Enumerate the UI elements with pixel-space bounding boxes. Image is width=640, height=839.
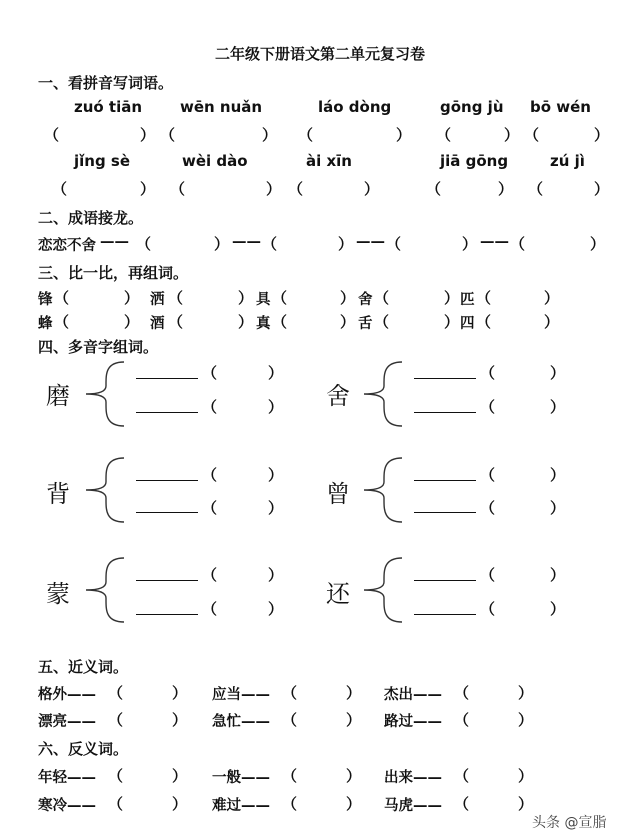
answer-close: ） (498, 180, 514, 198)
answer-close: ） (518, 767, 534, 785)
answer-open: （ (54, 313, 70, 331)
polyphone-char: 蒙 (46, 580, 70, 608)
answer-open: （ (202, 398, 218, 416)
answer-close: ） (140, 126, 156, 144)
answer-blank[interactable] (136, 614, 198, 615)
antonym-word: 马虎—— (384, 798, 442, 814)
pinyin-6: jǐng sè (74, 152, 131, 170)
answer-close: ） (346, 684, 362, 702)
answer-close: ） (594, 180, 610, 198)
answer-open: （ (454, 684, 470, 702)
idiom-dash: —— (232, 234, 261, 250)
answer-close: ） (268, 600, 284, 618)
answer-open: （ (528, 180, 544, 198)
answer-close: ） (504, 126, 520, 144)
answer-open: （ (202, 600, 218, 618)
answer-open: （ (288, 180, 304, 198)
answer-open: （ (374, 313, 390, 331)
answer-close: ） (340, 289, 356, 307)
polyphone-char: 背 (46, 480, 70, 508)
answer-blank[interactable] (136, 580, 198, 581)
idiom-dash: —— (480, 234, 509, 250)
answer-close: ） (340, 313, 356, 331)
idiom-dash: —— (100, 234, 129, 250)
answer-close: ） (444, 289, 460, 307)
answer-close: ） (214, 235, 230, 253)
answer-blank[interactable] (414, 480, 476, 481)
polyphone-char: 舍 (326, 382, 350, 410)
answer-open: （ (454, 795, 470, 813)
answer-close: ） (518, 684, 534, 702)
antonym-word: 难过—— (212, 798, 270, 814)
answer-close: ） (396, 126, 412, 144)
answer-open: （ (160, 126, 176, 144)
answer-close: ） (518, 795, 534, 813)
polyphone-char: 磨 (46, 382, 70, 410)
answer-blank[interactable] (136, 512, 198, 513)
answer-open: （ (202, 364, 218, 382)
pinyin-5: bō wén (530, 98, 591, 116)
compare-char: 四 (460, 316, 475, 332)
answer-blank[interactable] (136, 412, 198, 413)
answer-close: ） (268, 398, 284, 416)
answer-close: ） (268, 364, 284, 382)
compare-char: 真 (256, 316, 271, 332)
synonym-word: 杰出—— (384, 687, 442, 703)
answer-open: （ (168, 289, 184, 307)
pinyin-4: gōng jù (440, 98, 504, 116)
answer-close: ） (544, 313, 560, 331)
answer-open: （ (168, 313, 184, 331)
answer-open: （ (436, 126, 452, 144)
answer-open: （ (282, 684, 298, 702)
section3-heading: 三、比一比，再组词。 (38, 264, 189, 282)
answer-close: ） (172, 795, 188, 813)
answer-open: （ (170, 180, 186, 198)
compare-char: 酒 (150, 316, 165, 332)
answer-open: （ (108, 795, 124, 813)
answer-blank[interactable] (414, 614, 476, 615)
section2-heading: 二、成语接龙。 (38, 209, 144, 227)
answer-open: （ (108, 711, 124, 729)
pinyin-8: ài xīn (306, 152, 352, 170)
answer-close: ） (140, 180, 156, 198)
answer-open: （ (524, 126, 540, 144)
answer-open: （ (282, 795, 298, 813)
answer-close: ） (346, 711, 362, 729)
answer-open: （ (44, 126, 60, 144)
answer-close: ） (590, 235, 606, 253)
answer-close: ） (550, 600, 566, 618)
answer-close: ） (268, 566, 284, 584)
antonym-word: 寒冷—— (38, 798, 96, 814)
answer-close: ） (444, 313, 460, 331)
answer-close: ） (266, 180, 282, 198)
answer-close: ） (550, 364, 566, 382)
answer-open: （ (136, 235, 152, 253)
pinyin-1: zuó tiān (74, 98, 143, 116)
answer-close: ） (462, 235, 478, 253)
watermark: 头条 @宣脂 (532, 815, 607, 831)
synonym-word: 路过—— (384, 714, 442, 730)
answer-open: （ (476, 289, 492, 307)
compare-char: 具 (256, 292, 271, 308)
antonym-word: 一般—— (212, 770, 270, 786)
answer-close: ） (172, 767, 188, 785)
pinyin-2: wēn nuǎn (180, 98, 263, 116)
answer-open: （ (202, 566, 218, 584)
pinyin-3: láo dòng (318, 98, 392, 116)
answer-open: （ (108, 767, 124, 785)
idiom-dash: —— (356, 234, 385, 250)
answer-close: ） (172, 684, 188, 702)
answer-close: ） (594, 126, 610, 144)
answer-open: （ (374, 289, 390, 307)
compare-char: 匹 (460, 292, 475, 308)
answer-blank[interactable] (136, 480, 198, 481)
synonym-word: 格外—— (38, 687, 96, 703)
answer-close: ） (346, 795, 362, 813)
answer-open: （ (272, 313, 288, 331)
answer-close: ） (550, 566, 566, 584)
answer-blank[interactable] (136, 378, 198, 379)
pinyin-9: jiā gōng (440, 152, 509, 170)
section1-heading: 一、看拼音写词语。 (38, 74, 174, 92)
answer-open: （ (386, 235, 402, 253)
answer-open: （ (282, 767, 298, 785)
compare-char: 锋 (38, 292, 53, 308)
answer-open: （ (480, 499, 496, 517)
synonym-word: 漂亮—— (38, 714, 96, 730)
idiom-start: 恋恋不舍 (38, 238, 96, 254)
page-title: 二年级下册语文第二单元复习卷 (214, 45, 425, 63)
answer-close: ） (544, 289, 560, 307)
compare-char: 洒 (150, 292, 165, 308)
answer-close: ） (550, 499, 566, 517)
answer-close: ） (124, 313, 140, 331)
answer-close: ） (550, 466, 566, 484)
answer-blank[interactable] (414, 512, 476, 513)
answer-open: （ (282, 711, 298, 729)
compare-char: 蜂 (38, 316, 53, 332)
answer-open: （ (298, 126, 314, 144)
answer-close: ） (550, 398, 566, 416)
answer-open: （ (54, 289, 70, 307)
compare-char: 舌 (358, 316, 373, 332)
answer-close: ） (262, 126, 278, 144)
answer-open: （ (454, 767, 470, 785)
polyphone-char: 曾 (326, 480, 350, 508)
pinyin-10: zú jì (550, 152, 585, 170)
answer-close: ） (124, 289, 140, 307)
answer-open: （ (480, 466, 496, 484)
answer-open: （ (480, 364, 496, 382)
answer-open: （ (262, 235, 278, 253)
section4-heading: 四、多音字组词。 (38, 338, 159, 356)
answer-close: ） (338, 235, 354, 253)
answer-close: ） (268, 466, 284, 484)
answer-open: （ (202, 466, 218, 484)
polyphone-char: 还 (326, 580, 350, 608)
synonym-word: 急忙—— (212, 714, 270, 730)
antonym-word: 年轻—— (38, 770, 96, 786)
answer-open: （ (510, 235, 526, 253)
answer-open: （ (108, 684, 124, 702)
section6-heading: 六、反义词。 (38, 740, 129, 758)
answer-blank[interactable] (414, 412, 476, 413)
answer-close: ） (238, 289, 254, 307)
answer-open: （ (480, 398, 496, 416)
answer-open: （ (454, 711, 470, 729)
answer-blank[interactable] (414, 378, 476, 379)
answer-blank[interactable] (414, 580, 476, 581)
answer-close: ） (518, 711, 534, 729)
answer-open: （ (272, 289, 288, 307)
synonym-word: 应当—— (212, 687, 270, 703)
answer-open: （ (52, 180, 68, 198)
answer-close: ） (268, 499, 284, 517)
answer-close: ） (172, 711, 188, 729)
antonym-word: 出来—— (384, 770, 442, 786)
answer-close: ） (238, 313, 254, 331)
pinyin-7: wèi dào (182, 152, 248, 170)
answer-open: （ (426, 180, 442, 198)
answer-open: （ (476, 313, 492, 331)
answer-open: （ (480, 600, 496, 618)
answer-close: ） (364, 180, 380, 198)
section5-heading: 五、近义词。 (38, 658, 129, 676)
compare-char: 舍 (358, 292, 373, 308)
answer-open: （ (202, 499, 218, 517)
answer-open: （ (480, 566, 496, 584)
answer-close: ） (346, 767, 362, 785)
